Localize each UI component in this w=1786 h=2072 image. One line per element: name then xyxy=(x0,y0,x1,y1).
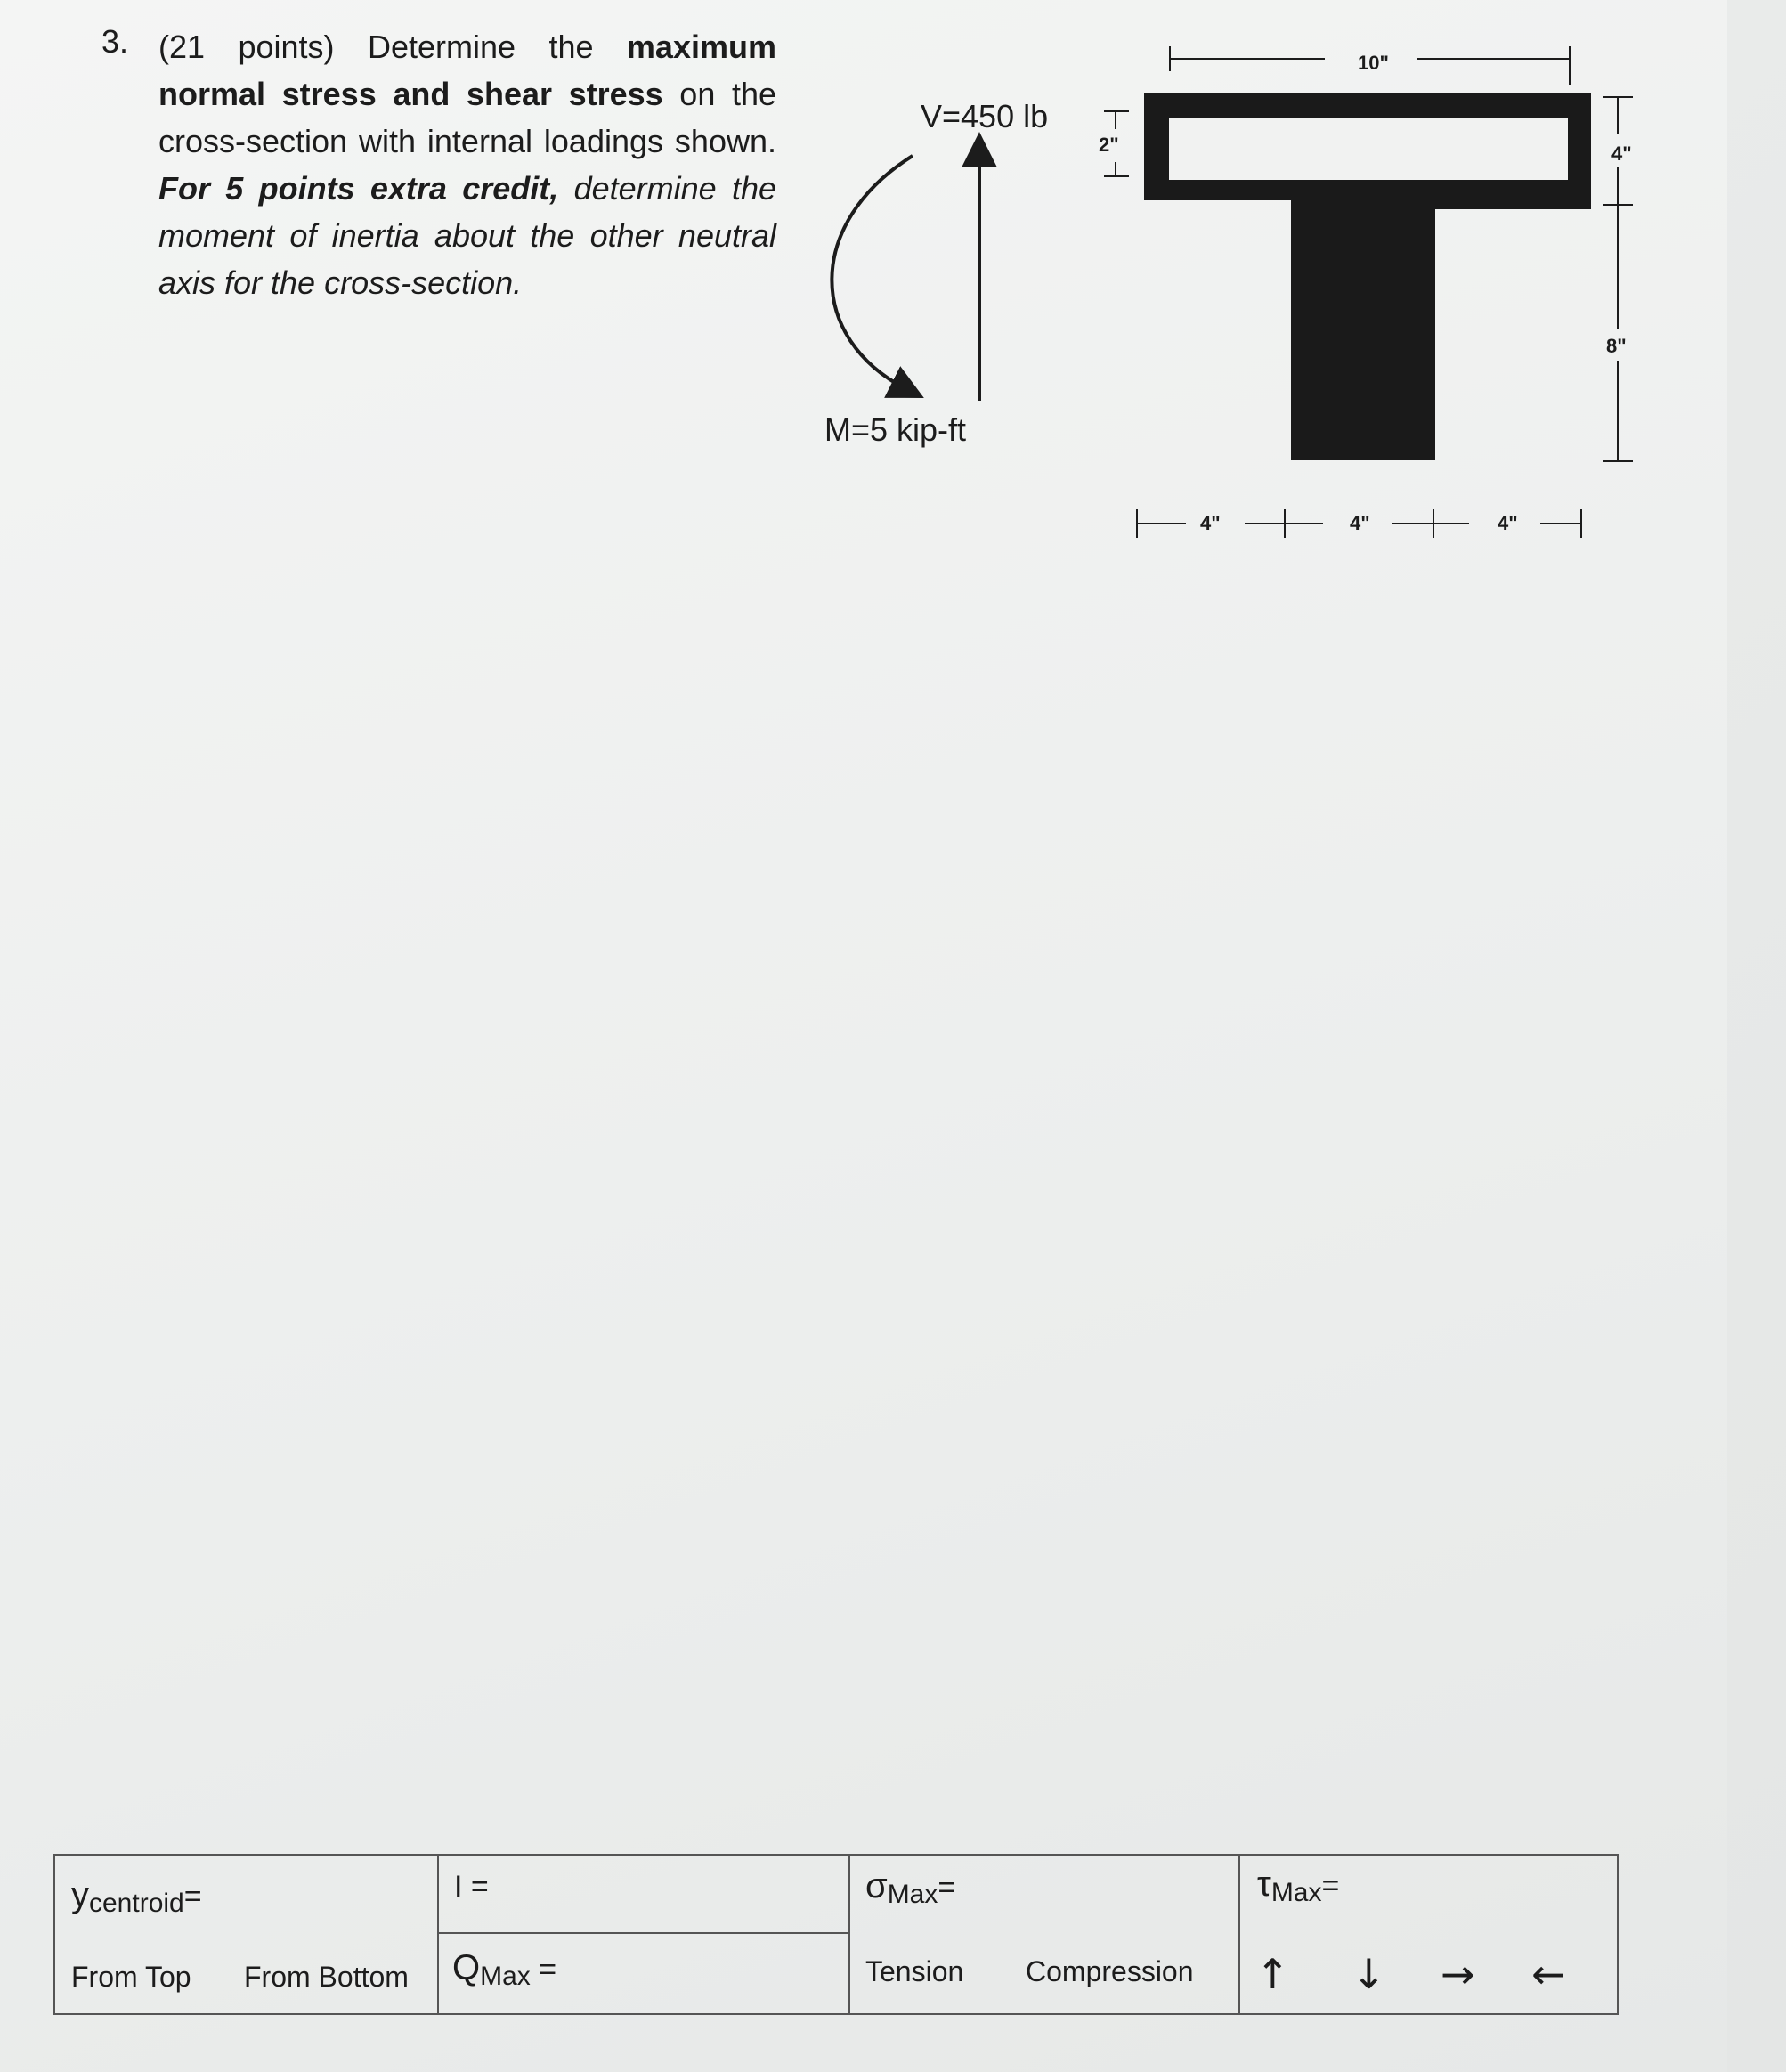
from-bottom-option[interactable]: From Bottom xyxy=(244,1961,409,1993)
y-centroid-label: $y_{centroid}=$ xyxy=(71,1875,202,1918)
moment-load-label: M=5 kip-ft xyxy=(824,411,967,448)
cross-section-figure xyxy=(0,0,1786,623)
problem-points: (21 points) xyxy=(158,28,335,65)
q-max-label: $Q_{Max}$ = xyxy=(452,1948,557,1991)
table-divider-2 xyxy=(848,1856,850,2013)
compression-option[interactable]: Compression xyxy=(1026,1955,1194,1987)
dim-bottom-right: 4" xyxy=(1498,512,1518,534)
extra-credit-text: determine the moment of inertia about the other neutral axis for the cross-section. xyxy=(158,170,776,301)
dim-bottom-middle: 4" xyxy=(1350,512,1370,534)
problem-text-1: Determine the xyxy=(367,28,594,65)
arrow-up-icon[interactable]: ↑ xyxy=(1255,1950,1290,1998)
tau-max-label: $\tau_{Max}=$ xyxy=(1257,1865,1340,1907)
dim-bottom-left: 4" xyxy=(1200,512,1221,534)
dim-right-lower: 8" xyxy=(1606,335,1627,357)
problem-bold-text: maximum normal stress and shear stress xyxy=(158,28,776,112)
dim-top-width: 10" xyxy=(1358,52,1389,74)
arrow-down-icon[interactable]: ↓ xyxy=(1352,1950,1386,1998)
moment-inertia-label: I = xyxy=(454,1870,489,1904)
dim-flange-thickness: 2" xyxy=(1099,134,1119,156)
table-divider-h xyxy=(437,1932,850,1934)
arrow-right-icon[interactable]: → xyxy=(1441,1950,1475,1998)
tension-option[interactable]: Tension xyxy=(865,1955,964,1987)
from-top-option[interactable]: From Top xyxy=(71,1961,191,1993)
shear-load-label: V=450 lb xyxy=(921,98,1049,134)
arrow-left-icon[interactable]: ← xyxy=(1531,1950,1566,1998)
figure-drawing xyxy=(0,0,1786,623)
extra-credit-label: For 5 points extra credit, xyxy=(158,170,559,207)
answer-table xyxy=(53,1854,1619,2015)
problem-number: 3. xyxy=(101,23,129,60)
dim-right-upper: 4" xyxy=(1611,142,1632,165)
table-divider-3 xyxy=(1238,1856,1240,2013)
problem-text-2: on the cross-section with internal loadings shown. xyxy=(158,76,776,159)
moment-arc xyxy=(832,156,913,390)
sigma-max-label: $\sigma_{Max}=$ xyxy=(865,1866,956,1909)
flange-opening xyxy=(1169,118,1568,180)
table-divider-1 xyxy=(437,1856,439,2013)
